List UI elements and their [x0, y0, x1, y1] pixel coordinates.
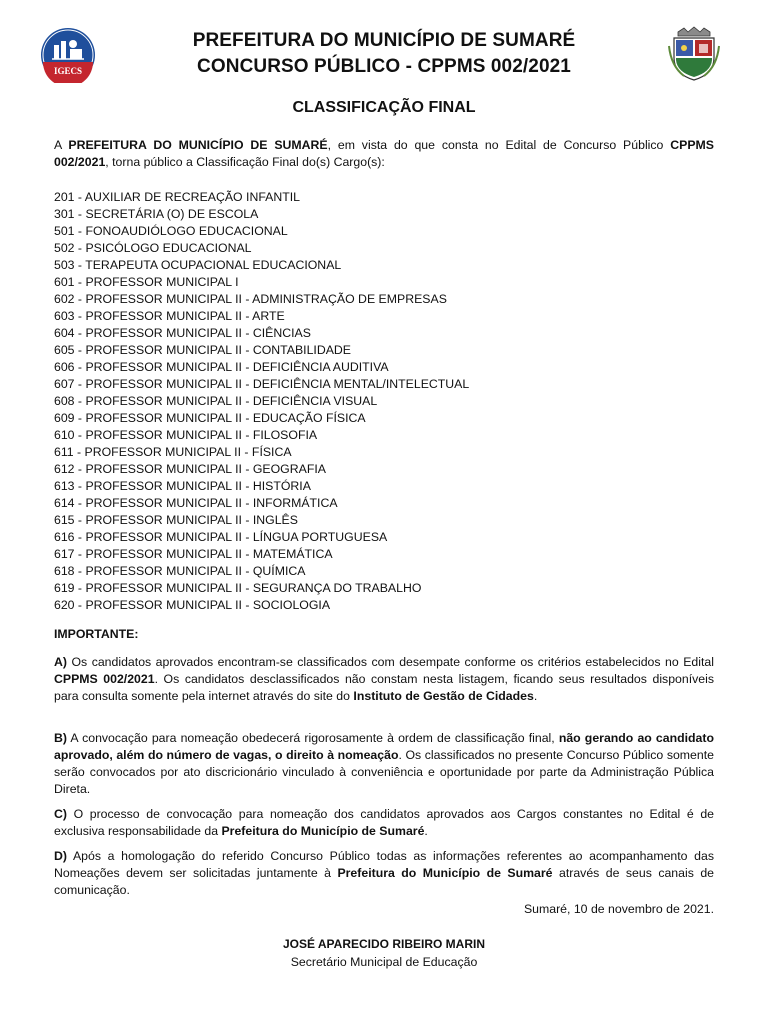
role-list-item: 615 - PROFESSOR MUNICIPAL II - INGLÊS: [54, 513, 298, 527]
role-list-item: 608 - PROFESSOR MUNICIPAL II - DEFICIÊNCIA VISUAL: [54, 394, 378, 408]
paragraph-text: . Os classificados no presente Concurso Público somente serão convocados por ato discricionário vinculado à conveniência e oportunidade por parte da Administração Pública Direta.: [54, 748, 714, 796]
paragraph-label: B): [54, 731, 67, 745]
paragraph-bold: CPPMS 002/2021: [54, 672, 155, 686]
paragraph-a: [54, 654, 714, 705]
role-list-item: 201 - AUXILIAR DE RECREAÇÃO INFANTIL: [54, 190, 301, 204]
role-list-item: 604 - PROFESSOR MUNICIPAL II - CIÊNCIAS: [54, 326, 311, 340]
role-list-item: 613 - PROFESSOR MUNICIPAL II - HISTÓRIA: [54, 479, 311, 493]
paragraph-text: através de seus canais de comunicação.: [54, 866, 715, 897]
header-contest-title: CONCURSO PÚBLICO - CPPMS 002/2021: [197, 56, 571, 77]
important-heading: IMPORTANTE:: [54, 627, 139, 641]
header-municipality-title: PREFEITURA DO MUNICÍPIO DE SUMARÉ: [192, 30, 576, 51]
role-list-item: 620 - PROFESSOR MUNICIPAL II - SOCIOLOGIA: [54, 598, 331, 612]
paragraph-b: [54, 730, 714, 798]
paragraph-text: . Os candidatos desclassificados não constam nesta listagem, ficando seus resultados disponíveis para consulta somente pela internet através do site do: [54, 672, 714, 703]
paragraph-c: [54, 806, 714, 840]
paragraph-label: A): [54, 655, 67, 669]
paragraph-bold: Instituto de Gestão de Cidades: [353, 689, 534, 703]
igecs-logo: [40, 27, 96, 83]
intro-bold-municipality: PREFEITURA DO MUNICÍPIO DE SUMARÉ: [68, 138, 328, 152]
paragraph-d: [54, 848, 714, 899]
role-list-item: 618 - PROFESSOR MUNICIPAL II - QUÍMICA: [54, 564, 306, 578]
intro-paragraph: [54, 137, 714, 171]
role-list-item: 617 - PROFESSOR MUNICIPAL II - MATEMÁTICA: [54, 547, 333, 561]
signatory-name: JOSÉ APARECIDO RIBEIRO MARIN: [282, 937, 486, 951]
municipal-crest-logo: [668, 26, 720, 82]
role-list-item: 502 - PSICÓLOGO EDUCACIONAL: [54, 241, 252, 255]
paragraph-text: .: [424, 824, 428, 838]
role-list-item: 611 - PROFESSOR MUNICIPAL II - FÍSICA: [54, 445, 292, 459]
intro-text: , em vista do que consta no Edital de Concurso Público: [327, 138, 671, 152]
role-list-item: 612 - PROFESSOR MUNICIPAL II - GEOGRAFIA: [54, 462, 326, 476]
paragraph-bold: não gerando ao candidato aprovado, além do número de vagas, o direito à nomeação: [54, 731, 714, 762]
role-list-item: 609 - PROFESSOR MUNICIPAL II - EDUCAÇÃO FÍSICA: [54, 411, 366, 425]
paragraph-text: .: [533, 689, 538, 703]
role-list-item: 606 - PROFESSOR MUNICIPAL II - DEFICIÊNCIA AUDITIVA: [54, 360, 389, 374]
role-list-item: 607 - PROFESSOR MUNICIPAL II - DEFICIÊNCIA MENTAL/INTELECTUAL: [54, 377, 470, 391]
igecs-logo-text: IGECS: [53, 66, 83, 76]
role-list-item: 616 - PROFESSOR MUNICIPAL II - LÍNGUA PORTUGUESA: [54, 530, 388, 544]
role-list-item: 614 - PROFESSOR MUNICIPAL II - INFORMÁTICA: [54, 496, 338, 510]
role-list-item: 501 - FONOAUDIÓLOGO EDUCACIONAL: [54, 224, 288, 238]
role-list-item: 503 - TERAPEUTA OCUPACIONAL EDUCACIONAL: [54, 258, 342, 272]
role-list-item: 602 - PROFESSOR MUNICIPAL II - ADMINISTRAÇÃO DE EMPRESAS: [54, 292, 447, 306]
paragraph-label: C): [54, 807, 67, 821]
intro-text: A: [54, 138, 69, 152]
role-list-item: 619 - PROFESSOR MUNICIPAL II - SEGURANÇA DO TRABALHO: [54, 581, 422, 595]
paragraph-bold: Prefeitura do Município de Sumaré: [337, 866, 553, 880]
document-title: CLASSIFICAÇÃO FINAL: [292, 99, 476, 116]
signatory-role: Secretário Municipal de Educação: [290, 955, 478, 969]
document-date: Sumaré, 10 de novembro de 2021.: [523, 902, 714, 916]
paragraph-bold: Prefeitura do Município de Sumaré: [221, 824, 425, 838]
role-list-item: 601 - PROFESSOR MUNICIPAL I: [54, 275, 239, 289]
roles-list: [54, 189, 714, 614]
role-list-item: 610 - PROFESSOR MUNICIPAL II - FILOSOFIA: [54, 428, 318, 442]
role-list-item: 603 - PROFESSOR MUNICIPAL II - ARTE: [54, 309, 285, 323]
role-list-item: 301 - SECRETÁRIA (O) DE ESCOLA: [54, 207, 259, 221]
intro-bold-contest: CPPMS 002/2021: [54, 138, 714, 169]
paragraph-text: A convocação para nomeação obedecerá rigorosamente à ordem de classificação final,: [66, 731, 559, 745]
paragraph-text: Os candidatos aprovados encontram-se classificados com desempate conforme os critérios estabelecidos no Edital: [66, 655, 714, 669]
intro-text: , torna público a Classificação Final do(s) Cargo(s):: [105, 155, 385, 169]
role-list-item: 605 - PROFESSOR MUNICIPAL II - CONTABILIDADE: [54, 343, 352, 357]
paragraph-text: O processo de convocação para nomeação dos candidatos aprovados aos Cargos constantes no Edital é de exclusiva responsabilidade da: [54, 807, 714, 838]
paragraph-label: D): [54, 849, 67, 863]
paragraph-text: Após a homologação do referido Concurso Público todas as informações referentes ao acompanhamento das Nomeações devem ser solicitadas juntamente à: [54, 849, 714, 880]
